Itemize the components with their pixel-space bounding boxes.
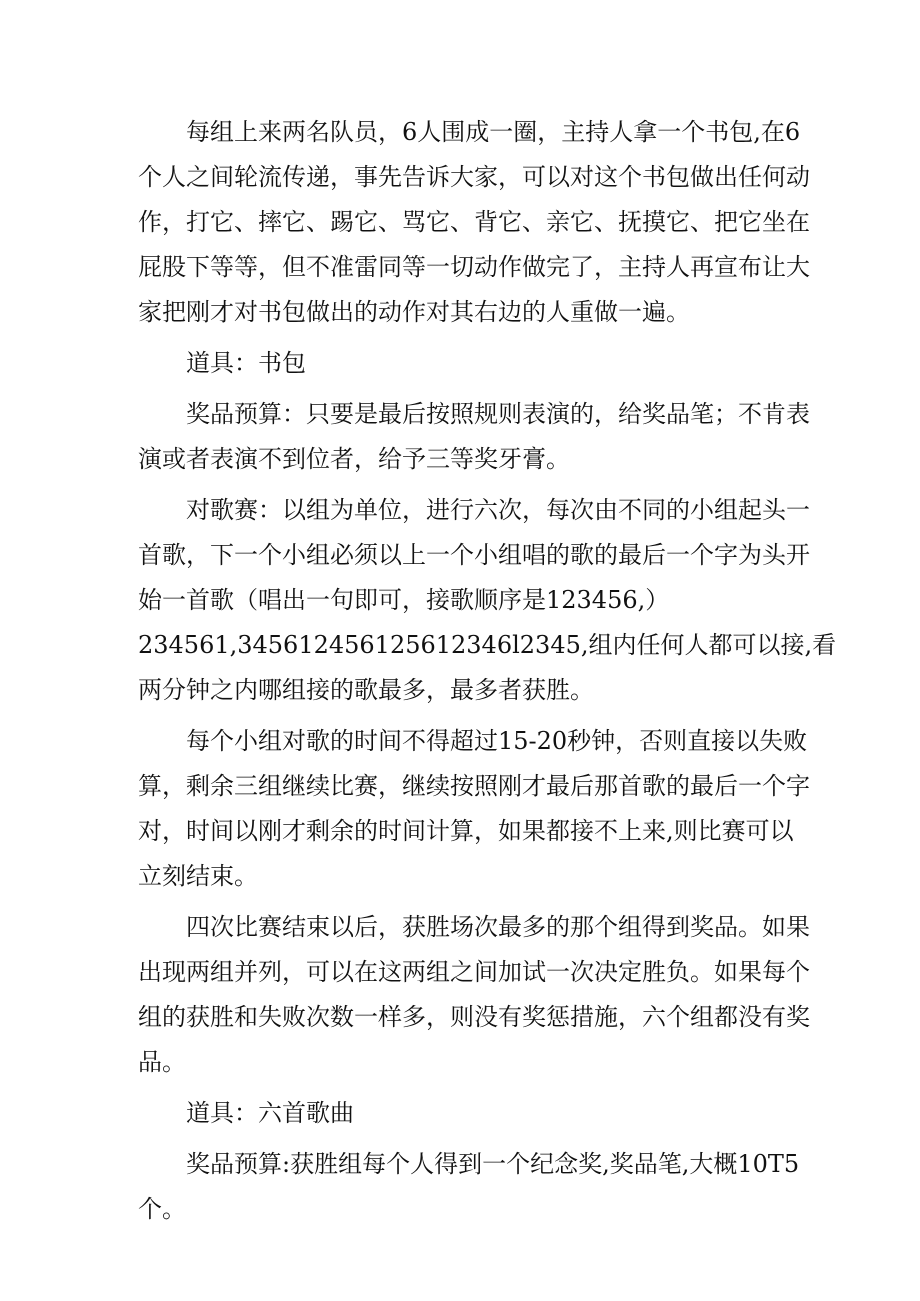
text-line: 奖品预算:获胜组每个人得到一个纪念奖,奖品笔,大概10T5 — [186, 1150, 800, 1178]
text-line: 算，剩余三组继续比赛，继续按照刚才最后那首歌的最后一个字 — [138, 772, 810, 800]
text-line: 作，打它、摔它、踢它、骂它、背它、亲它、抚摸它、把它坐在 — [138, 208, 810, 236]
text-line: 个。 — [138, 1195, 186, 1223]
text-line: 奖品预算：只要是最后按照规则表演的，给奖品笔；不肯表 — [186, 400, 810, 428]
text-line: 234561,345612456125612346l2345,组内任何人都可以接,看 — [138, 631, 837, 659]
text-line: 对歌赛：以组为单位，进行六次，每次由不同的小组起头一 — [186, 496, 810, 524]
text-line: 屁股下等等，但不准雷同等一切动作做完了，主持人再宣布让大 — [138, 253, 810, 281]
text-line: 立刻结束。 — [138, 862, 258, 890]
document-body — [138, 110, 837, 1238]
paragraph-props-songs — [138, 1091, 788, 1136]
paragraph-prize-budget — [138, 392, 810, 482]
paragraph-prize-budget-2 — [138, 1142, 800, 1232]
paragraph-props-schoolbag — [138, 341, 788, 386]
text-line: 演或者表演不到位者，给予三等奖牙膏。 — [138, 445, 570, 473]
text-line: 品。 — [138, 1048, 186, 1076]
text-line: 家把刚才对书包做出的动作对其右边的人重做一遍。 — [138, 298, 690, 326]
text-line: 两分钟之内哪组接的歌最多，最多者获胜。 — [138, 676, 594, 704]
text-line: 道具：六首歌曲 — [186, 1099, 354, 1127]
paragraph-time-limit — [138, 719, 810, 899]
paragraph-game-rules — [138, 110, 810, 335]
text-line: 每组上来两名队员，6人围成一圈，主持人拿一个书包,在6 — [186, 118, 801, 146]
text-line: 首歌，下一个小组必须以上一个小组唱的歌的最后一个字为头开 — [138, 541, 810, 569]
paragraph-song-contest — [138, 488, 837, 713]
text-line: 每个小组对歌的时间不得超过15-20秒钟，否则直接以失败 — [186, 727, 808, 755]
paragraph-winning-rules — [138, 905, 810, 1085]
text-line: 出现两组并列，可以在这两组之间加试一次决定胜负。如果每个 — [138, 958, 810, 986]
text-line: 始一首歌（唱出一句即可，接歌顺序是123456,） — [138, 586, 670, 614]
text-line: 对，时间以刚才剩余的时间计算，如果都接不上来,则比赛可以 — [138, 817, 794, 845]
text-line: 道具：书包 — [186, 349, 306, 377]
text-line: 四次比赛结束以后，获胜场次最多的那个组得到奖品。如果 — [186, 913, 810, 941]
text-line: 个人之间轮流传递，事先告诉大家，可以对这个书包做出任何动 — [138, 163, 810, 191]
text-line: 组的获胜和失败次数一样多，则没有奖惩措施，六个组都没有奖 — [138, 1003, 810, 1031]
